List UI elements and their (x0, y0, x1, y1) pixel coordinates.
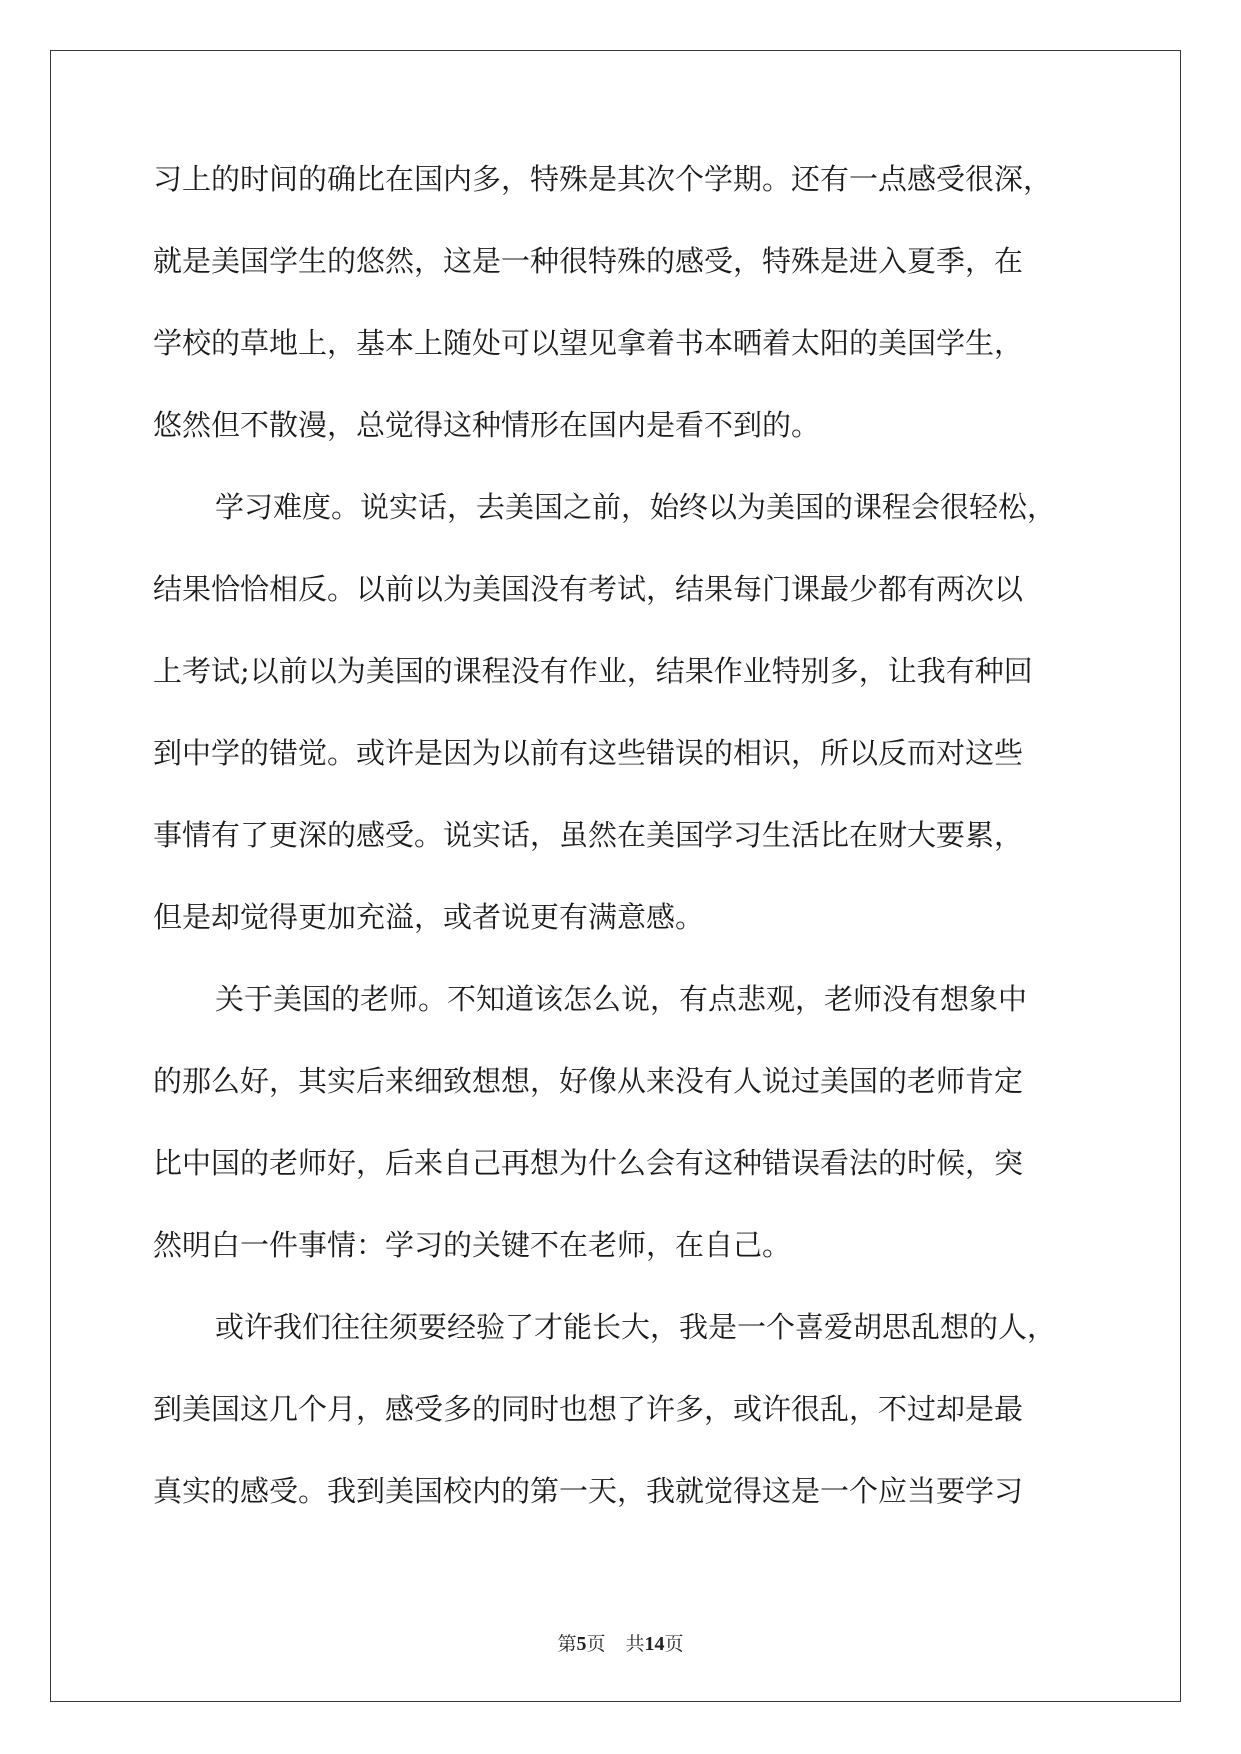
document-body (153, 164, 1088, 1558)
text-line: 比中国的老师好，后来自己再想为什么会有这种错误看法的时候，突 (153, 1146, 1024, 1180)
total-prefix: 共 (625, 1633, 645, 1655)
text-line: 关于美国的老师。不知道该怎么说，有点悲观，老师没有想象中 (215, 982, 1028, 1016)
text-line: 就是美国学生的悠然，这是一种很特殊的感受，特殊是进入夏季，在 (153, 244, 1024, 278)
total-pages: 14 (644, 1633, 665, 1655)
text-line: 但是却觉得更加充溢，或者说更有满意感。 (153, 900, 705, 934)
text-line: 到中学的错觉。或许是因为以前有这些错误的相识，所以反而对这些 (153, 736, 1024, 770)
total-suffix: 页 (664, 1633, 684, 1655)
text-line: 的那么好，其实后来细致想想，好像从来没有人说过美国的老师肯定 (153, 1064, 1024, 1098)
page-number: 5 (576, 1633, 587, 1655)
text-line: 上考试;以前以为美国的课程没有作业，结果作业特别多，让我有种回 (153, 654, 1033, 688)
page-prefix: 第 (557, 1633, 577, 1655)
text-line: 到美国这几个月，感受多的同时也想了许多，或许很乱，不过却是最 (153, 1392, 1024, 1426)
text-line: 学习难度。说实话，去美国之前，始终以为美国的课程会很轻松， (215, 490, 1057, 524)
text-line: 事情有了更深的感受。说实话，虽然在美国学习生活比在财大要累， (153, 818, 1024, 852)
page-suffix: 页 (586, 1633, 606, 1655)
text-line: 真实的感受。我到美国校内的第一天，我就觉得这是一个应当要学习 (153, 1474, 1024, 1508)
text-line: 悠然但不散漫，总觉得这种情形在国内是看不到的。 (153, 408, 821, 442)
text-line: 结果恰恰相反。以前以为美国没有考试，结果每门课最少都有两次以 (153, 572, 1024, 606)
text-line: 学校的草地上，基本上随处可以望见拿着书本晒着太阳的美国学生， (153, 326, 1024, 360)
text-line: 或许我们往往须要经验了才能长大，我是一个喜爱胡思乱想的人， (215, 1310, 1057, 1344)
text-line: 习上的时间的确比在国内多，特殊是其次个学期。还有一点感受很深， (153, 162, 1053, 196)
text-line: 然明白一件事情：学习的关键不在老师，在自己。 (153, 1228, 792, 1262)
page-footer (0, 1632, 1241, 1656)
